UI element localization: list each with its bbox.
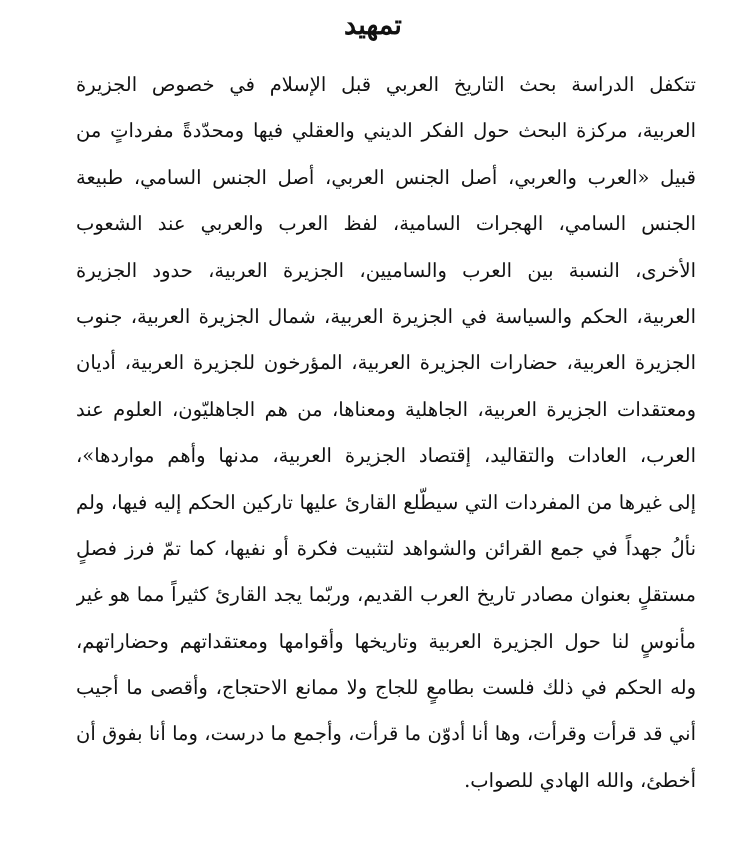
paragraph-line: العربية، الحكم والسياسة في الجزيرة العربية، شمال الجزيرة العربية، جنوب [76,304,696,328]
paragraph-line: وله الحكم في ذلك فلست بطامعٍ للجاج ولا ممانع الاحتجاج، وأقصى ما أجيب [76,676,696,700]
paragraph-line: ومعتقدات الجزيرة العربية، الجاهلية ومعناها، من هم الجاهليّون، العلوم عند [76,397,696,421]
paragraph-line: أني قد قرأت وقرأت، وها أنا أدوّن ما قرأت، وأجمع ما درست، وما أنا بفوق أن [76,722,696,746]
paragraph-line: قبيل «العرب والعربي، أصل الجنس العربي، أصل الجنس السامي، طبيعة [76,165,696,189]
page-title: تمهيد [344,10,402,41]
preface-paragraph [76,62,696,804]
paragraph-line: الأخرى، النسبة بين العرب والساميين، الجزيرة العربية، حدود الجزيرة [76,258,696,282]
paragraph-line: العربية، مركزة البحث حول الفكر الديني والعقلي فيها ومحدّدةً مفرداتٍ من [76,119,696,143]
paragraph-line: إلى غيرها من المفردات التي سيطّلع القارئ عليها تاركين الحكم إليه فيها، ولم [76,490,696,514]
paragraph-line: العرب، العادات والتقاليد، إقتصاد الجزيرة العربية، مدنها وأهم مواردها»، [76,444,696,468]
paragraph-line: مأنوسٍ لنا حول الجزيرة العربية وتاريخها وأقوامها ومعتقداتهم وحضاراتهم، [76,629,696,653]
paragraph-line: الجنس السامي، الهجرات السامية، لفظ العرب والعربي عند الشعوب [76,212,696,236]
paragraph-line: الجزيرة العربية، حضارات الجزيرة العربية، المؤرخون للجزيرة العربية، أديان [76,351,696,375]
paragraph-line-last: أخطئ، والله الهادي للصواب. [464,768,696,792]
paragraph-line: تتكفل الدراسة بحث التاريخ العربي قبل الإسلام في خصوص الجزيرة [76,73,696,96]
paragraph-line: نألُ جهداً في جمع القرائن والشواهد لتثبيت فكرة أو نفيها، كما تمّ فرز فصلٍ [76,536,696,560]
paragraph-line: مستقلٍ بعنوان مصادر تاريخ العرب القديم، وربّما يجد القارئ كثيراً مما هو غير [76,583,696,607]
